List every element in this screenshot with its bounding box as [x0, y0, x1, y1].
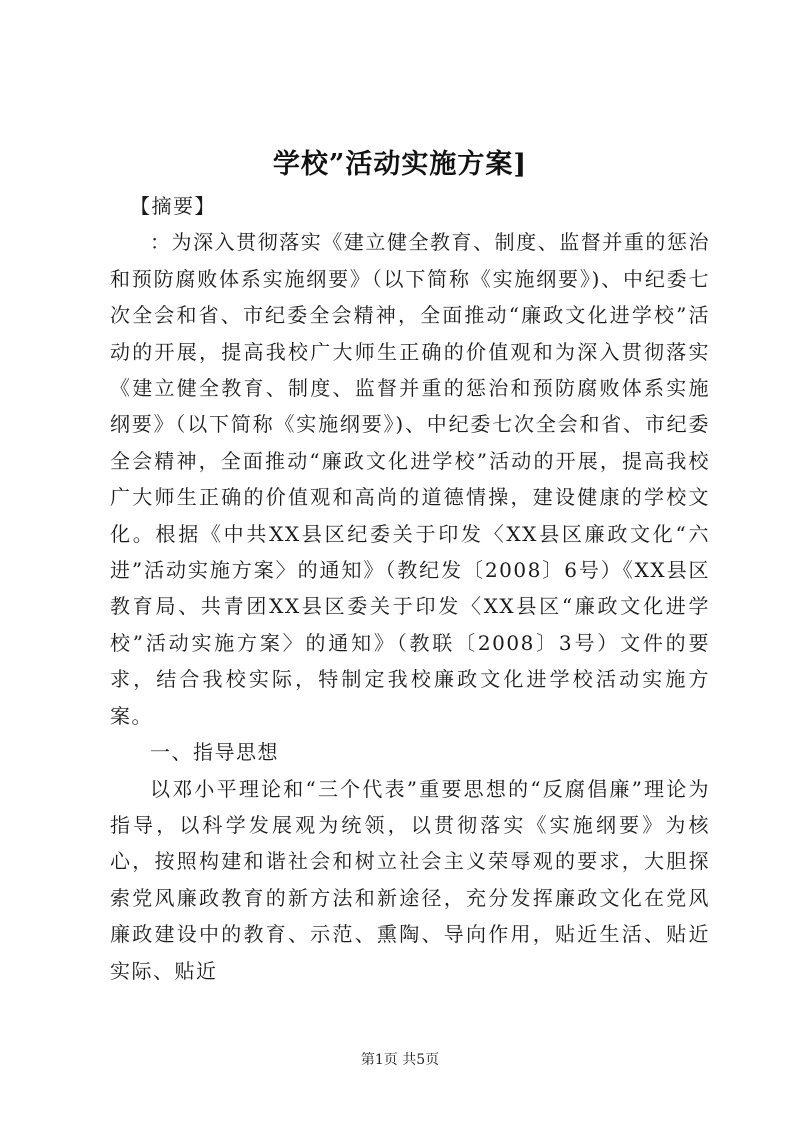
abstract-heading: 【摘要】	[130, 194, 216, 218]
page-footer: 第1页 共5页	[360, 1052, 440, 1068]
document-title: 学校”活动实施方案]	[272, 149, 528, 180]
document-body	[110, 188, 710, 989]
section-paragraph: 以邓小平理论和“三个代表”重要思想的“反腐倡廉”理论为指导，以科学发展观为统领，以贯彻落实《实施纲要》为核心，按照构建和谐社会和树立社会主义荣辱观的要求，大胆探索党风廉政教育的新方法和新途径，充分发挥廉政文化在党风廉政建设中的教育、示范、熏陶、导向作用，贴近生活、贴近实际、贴近	[110, 776, 710, 983]
abstract-paragraph: ：为深入贯彻落实《建立健全教育、制度、监督并重的惩治和预防腐败体系实施纲要》（以下简称《实施纲要》)、中纪委七次全会和省、市纪委全会精神，全面推动“廉政文化进学校”活动的开展，提高我校广大师生正确的价值观和为深入贯彻落实《建立健全教育、制度、监督并重的惩治和预防腐败体系实施纲要》（以下简称《实施纲要》)、中纪委七次全会和省、市纪委全会精神，全面推动“廉政文化进学校”活动的开展，提高我校广大师生正确的价值观和高尚的道德情操，建设健康的学校文化。根据《中共XX县区纪委关于印发〈XX县区廉政文化“六进”活动实施方案〉的通知》（教纪发〔2008〕6号）《XX县区教育局、共青团XX县区委关于印发〈XX县区“廉政文化进学校”活动实施方案〉的通知》（教联〔2008〕3号）文件的要求，结合我校实际，特制定我校廉政文化进学校活动实施方案。	[110, 230, 710, 728]
section-heading: 一、指导思想	[150, 740, 279, 765]
